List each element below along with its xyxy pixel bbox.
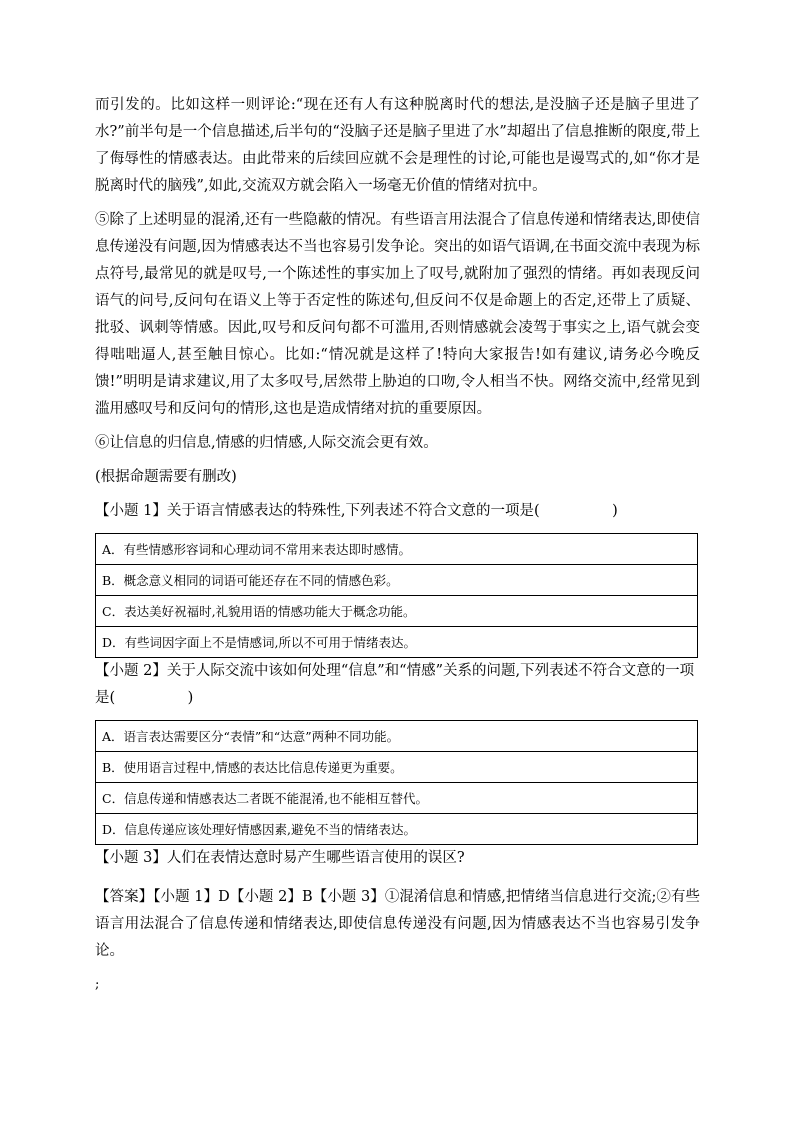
option-c[interactable]: C．信息传递和情感表达二者既不能混淆,也不能相互替代。 <box>96 783 698 814</box>
option-row[interactable] <box>96 596 698 627</box>
question-1-stem: 【小题 1】关于语言情感表达的特殊性,下列表述不符合文意的一项是( ) <box>95 503 618 519</box>
question-1-options-table <box>95 533 698 658</box>
question-3-stem: 【小题 3】人们在表情达意时易产生哪些语言使用的误区? <box>95 850 465 866</box>
option-row[interactable] <box>96 627 698 658</box>
paragraph-6: ⑥让信息的归信息,情感的归情感,人际交流会更有效。 <box>95 435 438 451</box>
option-c[interactable]: C．表达美好祝福时,礼貌用语的情感功能大于概念功能。 <box>96 596 698 627</box>
paragraph-5: ⑤除了上述明显的混淆,还有一些隐蔽的情况。有些语言用法混合了信息传递和情绪表达,即使信息传递没有问题,因为情感表达不当也容易引发争论。突出的如语气语调,在书面交流中表现为标点符号,最常见的就是叹号,一个陈述性的事实加上了叹号,就附加了强烈的情绪。再如表现反问语气的问号,反问句在语义上等于否定性的陈述句,但反问不仅是命题上的否定,还带上了质疑、批驳、讽刺等情感。因此,叹号和反问句都不可滥用,否则情感就会凌驾于事实之上,语气就会变得咄咄逼人,甚至触目惊心。比如:“情况就是这样了!特向大家报告!如有建议,请务必今晚反馈!”明明是请求建议,用了太多叹号,居然带上胁迫的口吻,令人相当不快。网络交流中,经常见到滥用感叹号和反问句的情形,这也是造成情绪对抗的重要原因。 <box>95 212 700 417</box>
option-row[interactable] <box>96 721 698 752</box>
option-row[interactable] <box>96 752 698 783</box>
option-d[interactable]: D．有些词因字面上不是情感词,所以不可用于情绪表达。 <box>96 627 698 658</box>
option-row[interactable] <box>96 565 698 596</box>
question-2-options-table <box>95 720 698 845</box>
option-row[interactable] <box>96 534 698 565</box>
source-note: (根据命题需要有删改) <box>95 469 237 485</box>
option-b[interactable]: B．使用语言过程中,情感的表达比信息传递更为重要。 <box>96 752 698 783</box>
document-page <box>95 92 700 992</box>
option-b[interactable]: B．概念意义相同的词语可能还存在不同的情感色彩。 <box>96 565 698 596</box>
question-2-stem: 【小题 2】关于人际交流中该如何处理“信息”和“情感”关系的问题,下列表述不符合文意的一项是( ) <box>95 663 695 706</box>
option-row[interactable] <box>96 783 698 814</box>
answer-block: 【答案】【小题 1】D【小题 2】B【小题 3】①混淆信息和情感,把情绪当信息进行交流;②有些语言用法混合了信息传递和情绪表达,即使信息传递没有问题,因为情感表达不当也容易引发争论。 <box>95 889 700 959</box>
trailing-mark: ; <box>95 977 100 992</box>
option-d[interactable]: D．信息传递应该处理好情感因素,避免不当的情绪表达。 <box>96 814 698 845</box>
paragraph-intro: 而引发的。比如这样一则评论:“现在还有人有这种脱离时代的想法,是没脑子还是脑子里进了水?”前半句是一个信息描述,后半句的“没脑子还是脑子里进了水”却超出了信息推断的限度,带上了侮辱性的情感表达。由此带来的后续回应就不会是理性的讨论,可能也是谩骂式的,如“你才是脱离时代的脑残”,如此,交流双方就会陷入一场毫无价值的情绪对抗中。 <box>95 97 700 194</box>
option-a[interactable]: A．语言表达需要区分“表情”和“达意”两种不同功能。 <box>96 721 698 752</box>
option-row[interactable] <box>96 814 698 845</box>
option-a[interactable]: A．有些情感形容词和心理动词不常用来表达即时感情。 <box>96 534 698 565</box>
